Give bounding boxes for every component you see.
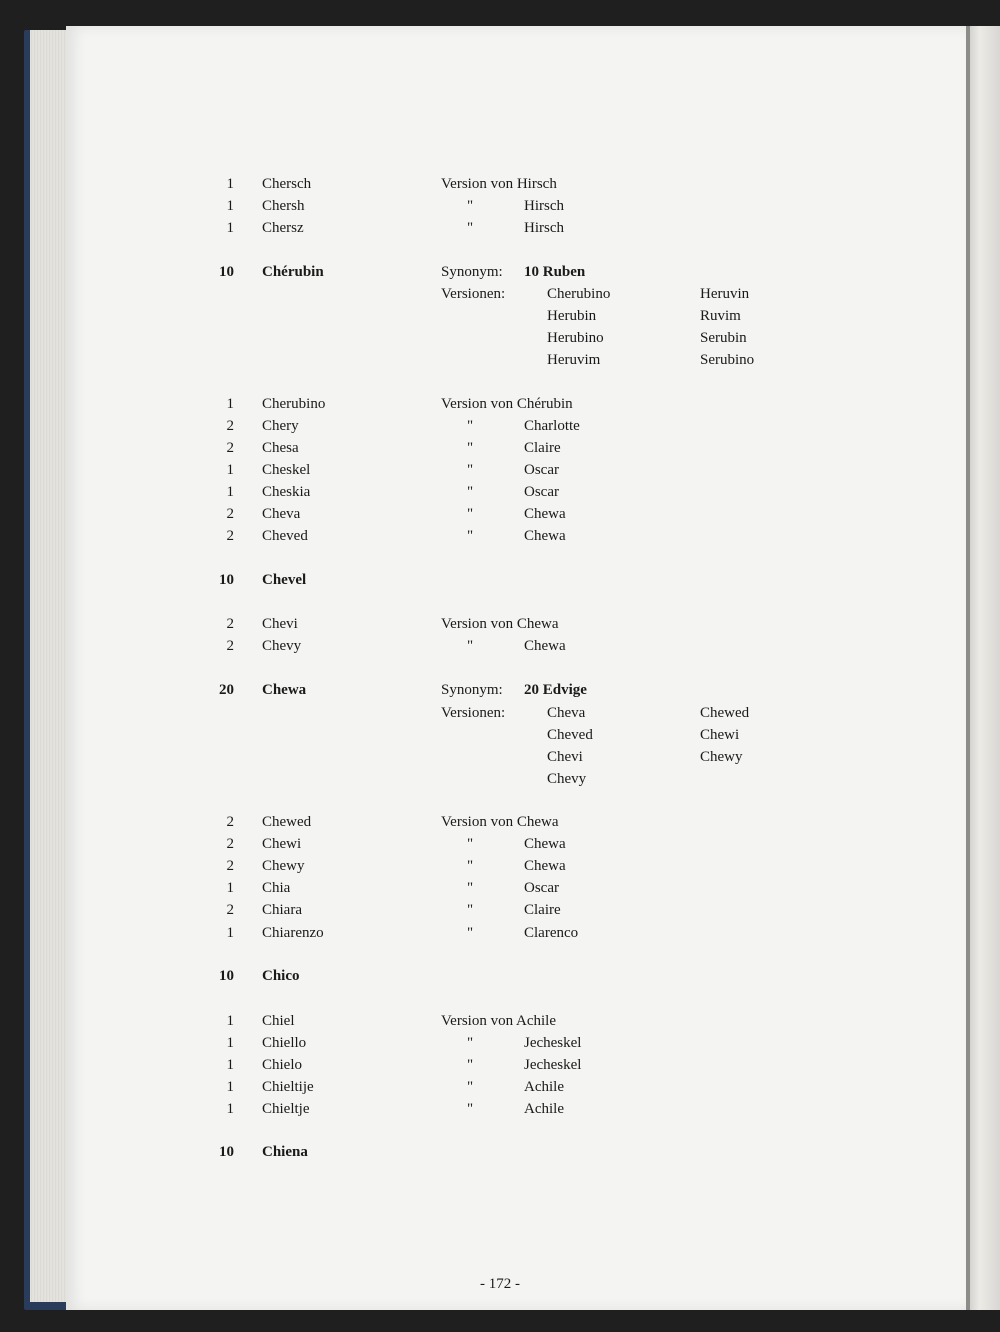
entry-frequency: 2 <box>226 528 234 544</box>
entry-relation: " <box>467 220 474 236</box>
entry-reference-2: Chewi <box>700 727 740 743</box>
entry-frequency: 1 <box>226 484 234 500</box>
entry-reference-2: Chewed <box>700 705 750 721</box>
entry-frequency: 2 <box>226 858 234 874</box>
entry-name: Chewi <box>262 836 302 852</box>
entry-name: Chersz <box>262 220 304 236</box>
entry-reference: Heruvim <box>547 352 601 368</box>
entry-name: Chielo <box>262 1057 302 1073</box>
entry-relation: Version von Achile <box>441 1013 556 1029</box>
entry-relation: " <box>467 1079 474 1095</box>
entry-reference: Herubino <box>547 330 604 346</box>
entry-frequency: 10 <box>219 968 234 984</box>
entry-frequency: 1 <box>226 462 234 478</box>
entry-relation: " <box>467 925 474 941</box>
entry-relation: Version von Chérubin <box>441 396 573 412</box>
entry-frequency: 1 <box>226 1035 234 1051</box>
entry-frequency: 1 <box>226 176 234 192</box>
entry-name: Chewy <box>262 858 305 874</box>
entry-relation: Versionen: <box>441 286 506 302</box>
entry-name: Cheved <box>262 528 308 544</box>
entry-reference: Chewa <box>524 638 566 654</box>
entry-reference: Chewa <box>524 836 566 852</box>
entry-reference: Cheved <box>547 727 593 743</box>
entry-reference: Chevi <box>547 749 583 765</box>
entry-frequency: 1 <box>226 925 234 941</box>
entry-reference: Oscar <box>524 484 559 500</box>
entry-frequency: 2 <box>226 506 234 522</box>
entry-name: Chiena <box>262 1144 308 1160</box>
entry-reference: Herubin <box>547 308 597 324</box>
entry-name: Cheva <box>262 506 301 522</box>
entry-frequency: 2 <box>226 814 234 830</box>
entry-name: Chiarenzo <box>262 925 324 941</box>
entry-name: Chevy <box>262 638 302 654</box>
entry-name: Chiello <box>262 1035 307 1051</box>
entry-name: Cherubino <box>262 396 326 412</box>
entry-frequency: 2 <box>226 836 234 852</box>
entry-name: Chiel <box>262 1013 295 1029</box>
entry-name: Cheskel <box>262 462 311 478</box>
entry-name: Chewa <box>262 682 307 698</box>
entry-reference: Jecheskel <box>524 1035 582 1051</box>
entry-reference: 10 Ruben <box>524 264 586 280</box>
entry-frequency: 10 <box>219 1144 234 1160</box>
entry-frequency: 1 <box>226 1057 234 1073</box>
entry-frequency: 2 <box>226 616 234 632</box>
entry-name: Chersch <box>262 176 312 192</box>
entry-name: Chico <box>262 968 300 984</box>
entry-relation: " <box>467 1057 474 1073</box>
entry-frequency: 10 <box>219 264 234 280</box>
entry-relation: Version von Chewa <box>441 814 559 830</box>
entry-reference: Oscar <box>524 462 559 478</box>
entry-relation: " <box>467 506 474 522</box>
entry-name: Chevi <box>262 616 298 632</box>
entry-frequency: 1 <box>226 1013 234 1029</box>
entry-frequency: 1 <box>226 220 234 236</box>
entry-relation: " <box>467 484 474 500</box>
entry-relation: " <box>467 1101 474 1117</box>
entry-frequency: 1 <box>226 396 234 412</box>
entry-reference: Claire <box>524 440 561 456</box>
entry-frequency: 2 <box>226 440 234 456</box>
entry-reference-2: Ruvim <box>700 308 741 324</box>
entry-relation: Version von Hirsch <box>441 176 557 192</box>
entry-reference: Chevy <box>547 771 587 787</box>
entry-relation: " <box>467 462 474 478</box>
entry-reference-2: Heruvin <box>700 286 750 302</box>
entry-relation: " <box>467 858 474 874</box>
entry-relation: " <box>467 1035 474 1051</box>
entry-name: Cheskia <box>262 484 311 500</box>
entry-reference: Cherubino <box>547 286 611 302</box>
entry-relation: " <box>467 638 474 654</box>
entry-name: Chery <box>262 418 299 434</box>
entry-name: Chesa <box>262 440 299 456</box>
entry-frequency: 2 <box>226 638 234 654</box>
entry-relation: " <box>467 902 474 918</box>
entry-frequency: 10 <box>219 572 234 588</box>
entry-relation: " <box>467 880 474 896</box>
entry-name: Chewed <box>262 814 312 830</box>
entry-name: Chieltje <box>262 1101 310 1117</box>
entry-reference: 20 Edvige <box>524 682 587 698</box>
entry-reference-2: Chewy <box>700 749 743 765</box>
entry-reference: Achile <box>524 1101 564 1117</box>
entry-reference: Jecheskel <box>524 1057 582 1073</box>
entry-reference: Achile <box>524 1079 564 1095</box>
entry-name: Chérubin <box>262 264 324 280</box>
entry-frequency: 20 <box>219 682 234 698</box>
entry-reference: Clarenco <box>524 925 579 941</box>
entry-name: Chieltije <box>262 1079 314 1095</box>
entry-reference: Chewa <box>524 528 566 544</box>
entry-reference: Hirsch <box>524 220 564 236</box>
entry-frequency: 1 <box>226 1079 234 1095</box>
entry-relation: " <box>467 440 474 456</box>
entry-relation: " <box>467 198 474 214</box>
entry-frequency: 2 <box>226 418 234 434</box>
entry-reference: Claire <box>524 902 561 918</box>
entry-reference: Chewa <box>524 858 566 874</box>
entry-frequency: 2 <box>226 902 234 918</box>
entry-reference: Charlotte <box>524 418 580 434</box>
entry-reference-2: Serubin <box>700 330 747 346</box>
entry-name: Chevel <box>262 572 307 588</box>
entry-name: Chersh <box>262 198 305 214</box>
entry-reference-2: Serubino <box>700 352 755 368</box>
entry-reference: Chewa <box>524 506 566 522</box>
entry-name: Chia <box>262 880 291 896</box>
entry-frequency: 1 <box>226 198 234 214</box>
next-page-edge <box>966 26 1000 1310</box>
entry-relation: Synonym: <box>441 264 503 280</box>
entry-relation: Versionen: <box>441 705 506 721</box>
entry-relation: Synonym: <box>441 682 503 698</box>
entry-reference: Hirsch <box>524 198 564 214</box>
page-stack-edge <box>30 30 66 1302</box>
page-number: - 172 - <box>480 1276 520 1292</box>
entry-frequency: 1 <box>226 880 234 896</box>
entry-name: Chiara <box>262 902 302 918</box>
entry-frequency: 1 <box>226 1101 234 1117</box>
entry-relation: " <box>467 528 474 544</box>
entry-relation: " <box>467 418 474 434</box>
entry-reference: Oscar <box>524 880 559 896</box>
entry-relation: " <box>467 836 474 852</box>
entry-relation: Version von Chewa <box>441 616 559 632</box>
entry-reference: Cheva <box>547 705 586 721</box>
